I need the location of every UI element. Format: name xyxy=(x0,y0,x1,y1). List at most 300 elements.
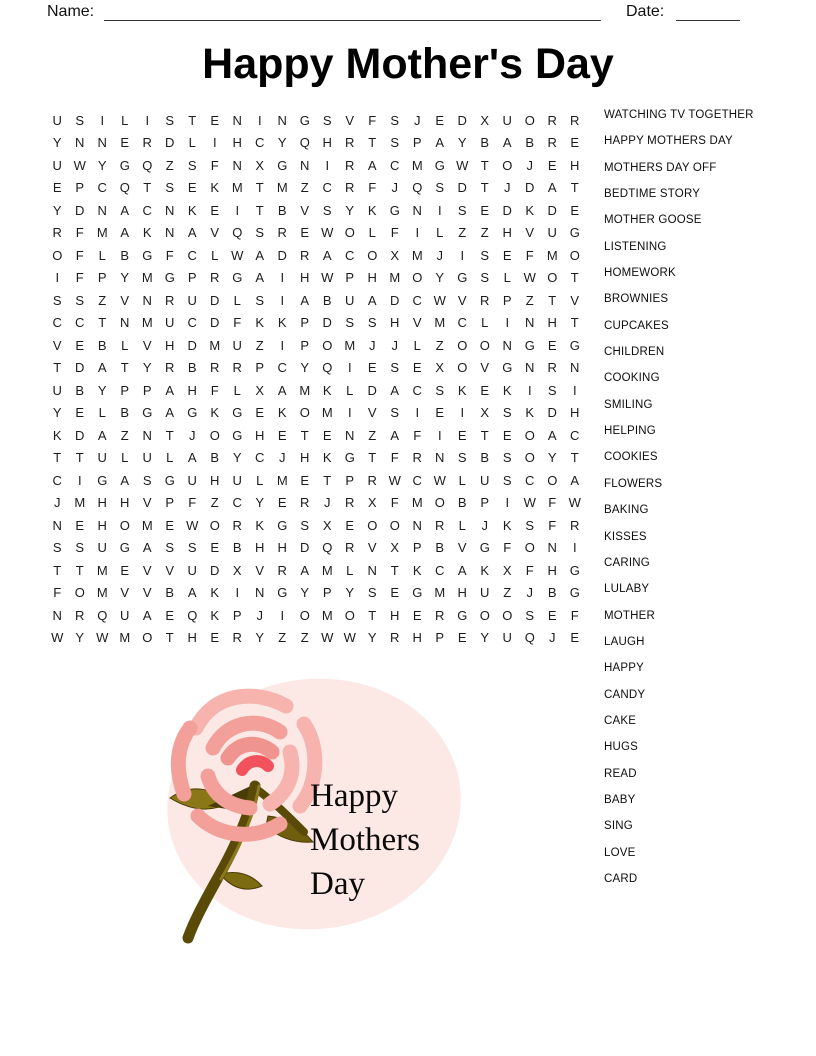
grid-cell: N xyxy=(142,292,152,308)
grid-cell: C xyxy=(232,495,242,511)
grid-cell: D xyxy=(187,337,197,353)
grid-cell: V xyxy=(367,540,377,556)
grid-cell: C xyxy=(390,157,400,173)
grid-cell: Q xyxy=(142,157,153,173)
grid-cell: S xyxy=(367,315,377,331)
grid-cell: K xyxy=(480,562,490,578)
grid-cell: F xyxy=(548,517,557,533)
grid-cell: H xyxy=(390,315,400,331)
grid-cell: F xyxy=(570,607,579,623)
grid-cell: U xyxy=(142,450,152,466)
grid-cell: K xyxy=(412,562,422,578)
grid-cell: S xyxy=(502,450,512,466)
grid-cell: V xyxy=(367,405,377,421)
grid-cell: G xyxy=(524,337,535,353)
grid-cell: B xyxy=(277,202,287,218)
grid-cell: M xyxy=(321,607,333,623)
grid-cell: E xyxy=(435,112,445,128)
grid-cell: I xyxy=(55,270,60,286)
caption-line-1: Happy xyxy=(310,778,398,814)
grid-cell: N xyxy=(232,157,242,173)
grid-cell: S xyxy=(165,540,175,556)
grid-cell: Z xyxy=(165,157,174,173)
grid-cell: Q xyxy=(119,180,130,196)
grid-cell: I xyxy=(437,202,442,218)
grid-cell: R xyxy=(300,495,310,511)
grid-cell: Q xyxy=(322,360,333,376)
grid-cell: R xyxy=(412,450,422,466)
grid-cell: K xyxy=(277,315,287,331)
grid-cell: S xyxy=(52,540,62,556)
grid-cell: O xyxy=(142,630,153,646)
grid-cell: N xyxy=(120,315,130,331)
grid-cell: G xyxy=(569,585,580,601)
grid-cell: A xyxy=(435,135,445,151)
grid-cell: X xyxy=(390,247,400,263)
grid-cell: Y xyxy=(300,585,310,601)
grid-cell: H xyxy=(210,472,220,488)
grid-cell: P xyxy=(232,607,242,623)
grid-cell: V xyxy=(525,225,535,241)
grid-cell: D xyxy=(277,247,287,263)
grid-cell: F xyxy=(210,382,219,398)
grid-cell: X xyxy=(322,517,332,533)
grid-cell: Y xyxy=(547,450,557,466)
grid-cell: Y xyxy=(142,360,152,376)
grid-cell: S xyxy=(457,202,467,218)
grid-cell: A xyxy=(547,180,557,196)
grid-cell: T xyxy=(120,360,129,376)
grid-cell: I xyxy=(415,405,420,421)
grid-cell: B xyxy=(322,292,332,308)
grid-cell: O xyxy=(524,540,535,556)
grid-cell: J xyxy=(526,157,533,173)
grid-cell: J xyxy=(324,495,331,511)
grid-cell: O xyxy=(344,607,355,623)
grid-cell: A xyxy=(165,405,175,421)
grid-cell: E xyxy=(502,427,512,443)
grid-cell: P xyxy=(165,495,175,511)
grid-cell: W xyxy=(456,157,469,173)
grid-cell: P xyxy=(255,360,265,376)
grid-cell: Q xyxy=(412,180,423,196)
word-item: MOTHER GOOSE xyxy=(604,214,702,227)
grid-cell: A xyxy=(142,607,152,623)
grid-cell: O xyxy=(209,427,220,443)
grid-cell: Y xyxy=(52,405,62,421)
grid-cell: M xyxy=(411,495,423,511)
grid-cell: A xyxy=(570,472,580,488)
grid-cell: M xyxy=(434,585,446,601)
grid-cell: K xyxy=(255,517,265,533)
grid-cell: K xyxy=(525,405,535,421)
grid-cell: C xyxy=(52,315,62,331)
grid-cell: U xyxy=(120,607,130,623)
grid-cell: Z xyxy=(368,427,377,443)
grid-cell: T xyxy=(570,180,579,196)
grid-cell: T xyxy=(143,180,152,196)
grid-cell: A xyxy=(390,382,400,398)
grid-cell: W xyxy=(321,270,334,286)
grid-cell: T xyxy=(255,180,264,196)
word-item: COOKIES xyxy=(604,451,658,464)
grid-cell: B xyxy=(457,495,467,511)
grid-cell: D xyxy=(322,315,332,331)
grid-cell: C xyxy=(412,382,422,398)
grid-cell: E xyxy=(322,427,332,443)
grid-cell: B xyxy=(165,585,175,601)
grid-cell: C xyxy=(412,472,422,488)
grid-cell: N xyxy=(547,540,557,556)
grid-cell: Q xyxy=(232,225,243,241)
grid-cell: T xyxy=(53,562,62,578)
grid-cell: B xyxy=(480,450,490,466)
grid-cell: A xyxy=(187,585,197,601)
grid-cell: H xyxy=(232,135,242,151)
grid-cell: Z xyxy=(255,337,264,353)
grid-cell: F xyxy=(368,112,377,128)
grid-cell: A xyxy=(322,247,332,263)
grid-cell: E xyxy=(277,427,287,443)
grid-cell: G xyxy=(187,405,198,421)
grid-cell: I xyxy=(347,360,352,376)
grid-cell: T xyxy=(165,427,174,443)
grid-cell: T xyxy=(480,427,489,443)
grid-cell: C xyxy=(52,472,62,488)
grid-cell: M xyxy=(299,382,311,398)
grid-cell: A xyxy=(97,427,107,443)
grid-cell: N xyxy=(165,225,175,241)
grid-cell: I xyxy=(77,472,82,488)
grid-cell: O xyxy=(299,405,310,421)
grid-cell: I xyxy=(505,495,510,511)
grid-cell: K xyxy=(255,315,265,331)
grid-cell: T xyxy=(480,180,489,196)
grid-cell: Z xyxy=(300,180,309,196)
grid-cell: N xyxy=(412,202,422,218)
grid-cell: H xyxy=(322,135,332,151)
grid-cell: C xyxy=(345,247,355,263)
grid-cell: E xyxy=(367,360,377,376)
grid-cell: E xyxy=(300,472,310,488)
grid-cell: S xyxy=(187,540,197,556)
grid-cell: R xyxy=(435,517,445,533)
word-item: FLOWERS xyxy=(604,477,663,490)
grid-cell: T xyxy=(323,472,332,488)
grid-cell: M xyxy=(141,517,153,533)
grid-cell: B xyxy=(75,382,85,398)
grid-cell: S xyxy=(75,112,85,128)
grid-cell: H xyxy=(457,585,467,601)
date-label: Date: xyxy=(626,3,665,20)
grid-cell: O xyxy=(389,517,400,533)
grid-cell: W xyxy=(433,472,446,488)
grid-cell: K xyxy=(187,202,197,218)
grid-cell: C xyxy=(255,135,265,151)
grid-cell: E xyxy=(255,405,265,421)
grid-cell: P xyxy=(412,135,422,151)
grid-cell: S xyxy=(142,472,152,488)
grid-cell: T xyxy=(98,315,107,331)
grid-cell: I xyxy=(460,405,465,421)
grid-cell: S xyxy=(255,292,265,308)
grid-cell: J xyxy=(414,112,421,128)
grid-cell: C xyxy=(75,315,85,331)
grid-cell: Y xyxy=(97,157,107,173)
grid-cell: C xyxy=(187,247,197,263)
grid-cell: S xyxy=(165,180,175,196)
word-item: LOVE xyxy=(604,846,636,859)
grid-cell: E xyxy=(120,562,130,578)
grid-cell: M xyxy=(321,562,333,578)
grid-cell: G xyxy=(569,225,580,241)
grid-cell: C xyxy=(412,292,422,308)
grid-cell: L xyxy=(368,225,376,241)
grid-cell: W xyxy=(73,157,86,173)
grid-cell: X xyxy=(255,382,265,398)
word-item: CUPCAKES xyxy=(604,319,669,332)
word-item: KISSES xyxy=(604,530,647,543)
grid-cell: N xyxy=(97,135,107,151)
grid-cell: W xyxy=(523,495,536,511)
grid-cell: Z xyxy=(480,225,489,241)
grid-cell: L xyxy=(98,247,106,263)
grid-cell: Z xyxy=(503,585,512,601)
grid-cell: F xyxy=(525,247,534,263)
grid-cell: P xyxy=(142,382,152,398)
grid-cell: T xyxy=(75,450,84,466)
grid-cell: T xyxy=(390,562,399,578)
grid-cell: X xyxy=(232,562,242,578)
grid-cell: Q xyxy=(524,630,535,646)
grid-cell: K xyxy=(525,202,535,218)
grid-cell: U xyxy=(480,585,490,601)
grid-cell: V xyxy=(457,292,467,308)
grid-cell: K xyxy=(322,450,332,466)
grid-cell: G xyxy=(434,157,445,173)
grid-cell: S xyxy=(255,225,265,241)
grid-cell: P xyxy=(322,585,332,601)
grid-cell: W xyxy=(523,270,536,286)
grid-cell: E xyxy=(187,180,197,196)
grid-cell: M xyxy=(276,180,288,196)
name-line xyxy=(104,20,601,21)
grid-cell: V xyxy=(570,292,580,308)
grid-cell: S xyxy=(75,292,85,308)
grid-cell: R xyxy=(547,360,557,376)
grid-cell: K xyxy=(502,517,512,533)
grid-cell: Y xyxy=(367,630,377,646)
puzzle-grid xyxy=(46,109,586,649)
grid-cell: I xyxy=(100,112,105,128)
grid-cell: N xyxy=(345,427,355,443)
grid-cell: H xyxy=(277,540,287,556)
grid-cell: Z xyxy=(435,337,444,353)
grid-cell: S xyxy=(480,247,490,263)
grid-cell: T xyxy=(548,292,557,308)
grid-cell: O xyxy=(299,607,310,623)
grid-cell: K xyxy=(457,382,467,398)
grid-cell: A xyxy=(390,427,400,443)
grid-cell: V xyxy=(120,292,130,308)
grid-cell: J xyxy=(436,247,443,263)
grid-cell: I xyxy=(212,135,217,151)
grid-cell: O xyxy=(344,225,355,241)
grid-cell: G xyxy=(97,472,108,488)
grid-cell: C xyxy=(525,472,535,488)
grid-cell: E xyxy=(75,337,85,353)
grid-cell: J xyxy=(504,180,511,196)
grid-cell: Y xyxy=(75,630,85,646)
grid-cell: P xyxy=(345,270,355,286)
grid-cell: E xyxy=(165,517,175,533)
grid-cell: J xyxy=(549,630,556,646)
grid-cell: S xyxy=(390,405,400,421)
grid-cell: E xyxy=(210,630,220,646)
grid-cell: R xyxy=(165,360,175,376)
grid-cell: I xyxy=(437,427,442,443)
grid-cell: W xyxy=(321,225,334,241)
grid-cell: Y xyxy=(255,495,265,511)
grid-cell: M xyxy=(344,337,356,353)
grid-cell: B xyxy=(232,540,242,556)
word-item: LISTENING xyxy=(604,240,667,253)
grid-cell: K xyxy=(502,382,512,398)
grid-cell: X xyxy=(480,112,490,128)
grid-cell: C xyxy=(97,180,107,196)
grid-cell: R xyxy=(210,360,220,376)
grid-cell: F xyxy=(165,247,174,263)
grid-cell: W xyxy=(388,472,401,488)
grid-cell: M xyxy=(119,630,131,646)
grid-cell: W xyxy=(321,630,334,646)
grid-cell: U xyxy=(345,292,355,308)
grid-cell: I xyxy=(460,247,465,263)
grid-cell: P xyxy=(502,292,512,308)
grid-cell: S xyxy=(502,472,512,488)
grid-cell: S xyxy=(187,157,197,173)
grid-cell: L xyxy=(503,270,511,286)
grid-cell: G xyxy=(412,585,423,601)
grid-cell: D xyxy=(75,202,85,218)
grid-cell: N xyxy=(75,135,85,151)
grid-cell: D xyxy=(210,562,220,578)
grid-cell: H xyxy=(120,495,130,511)
grid-cell: M xyxy=(411,247,423,263)
grid-cell: O xyxy=(547,472,558,488)
grid-cell: Y xyxy=(345,202,355,218)
grid-cell: L xyxy=(481,315,489,331)
grid-cell: P xyxy=(480,495,490,511)
grid-cell: R xyxy=(367,472,377,488)
grid-cell: S xyxy=(547,382,557,398)
grid-cell: U xyxy=(232,472,242,488)
word-item: CAKE xyxy=(604,714,637,727)
grid-cell: A xyxy=(300,292,310,308)
grid-cell: E xyxy=(570,135,580,151)
grid-cell: M xyxy=(321,405,333,421)
grid-cell: L xyxy=(121,450,129,466)
grid-cell: D xyxy=(75,427,85,443)
grid-cell: R xyxy=(232,360,242,376)
grid-cell: O xyxy=(479,607,490,623)
grid-cell: U xyxy=(97,450,107,466)
grid-cell: O xyxy=(434,495,445,511)
grid-cell: H xyxy=(97,517,107,533)
grid-cell: D xyxy=(547,202,557,218)
grid-cell: J xyxy=(481,517,488,533)
grid-cell: G xyxy=(164,472,175,488)
grid-cell: N xyxy=(435,450,445,466)
grid-cell: T xyxy=(480,157,489,173)
grid-cell: D xyxy=(300,540,310,556)
grid-cell: G xyxy=(389,202,400,218)
grid-cell: E xyxy=(457,630,467,646)
grid-cell: W xyxy=(231,247,244,263)
grid-cell: U xyxy=(480,472,490,488)
grid-cell: B xyxy=(525,135,535,151)
grid-cell: P xyxy=(120,382,130,398)
grid-cell: G xyxy=(277,157,288,173)
grid-cell: F xyxy=(390,225,399,241)
grid-cell: R xyxy=(345,157,355,173)
grid-cell: F xyxy=(413,427,422,443)
grid-cell: F xyxy=(390,495,399,511)
grid-cell: A xyxy=(502,135,512,151)
grid-cell: E xyxy=(570,630,580,646)
grid-cell: O xyxy=(457,360,468,376)
grid-cell: F xyxy=(210,157,219,173)
grid-cell: A xyxy=(547,427,557,443)
grid-cell: X xyxy=(435,360,445,376)
grid-cell: O xyxy=(524,427,535,443)
grid-cell: H xyxy=(255,427,265,443)
grid-cell: F xyxy=(75,247,84,263)
grid-cell: I xyxy=(145,112,150,128)
grid-cell: E xyxy=(412,360,422,376)
grid-cell: V xyxy=(142,495,152,511)
grid-cell: Q xyxy=(299,135,310,151)
grid-cell: P xyxy=(412,540,422,556)
grid-cell: G xyxy=(119,157,130,173)
grid-cell: F xyxy=(75,225,84,241)
grid-cell: Z xyxy=(98,292,107,308)
illustration-caption xyxy=(310,774,420,906)
grid-cell: I xyxy=(235,585,240,601)
grid-cell: E xyxy=(547,157,557,173)
grid-cell: V xyxy=(142,585,152,601)
grid-cell: S xyxy=(525,517,535,533)
grid-cell: K xyxy=(142,225,152,241)
grid-cell: Y xyxy=(120,270,130,286)
grid-cell: U xyxy=(187,292,197,308)
grid-cell: A xyxy=(367,157,377,173)
caption-line-2: Mothers xyxy=(310,822,420,858)
word-item: BROWNIES xyxy=(604,293,669,306)
grid-cell: L xyxy=(436,225,444,241)
grid-cell: A xyxy=(187,225,197,241)
grid-cell: P xyxy=(435,630,445,646)
grid-cell: H xyxy=(570,157,580,173)
grid-cell: J xyxy=(54,495,61,511)
grid-cell: E xyxy=(547,607,557,623)
grid-cell: P xyxy=(300,315,310,331)
grid-cell: P xyxy=(97,270,107,286)
grid-cell: T xyxy=(53,450,62,466)
grid-cell: H xyxy=(547,315,557,331)
grid-cell: M xyxy=(74,495,86,511)
grid-cell: U xyxy=(52,112,62,128)
